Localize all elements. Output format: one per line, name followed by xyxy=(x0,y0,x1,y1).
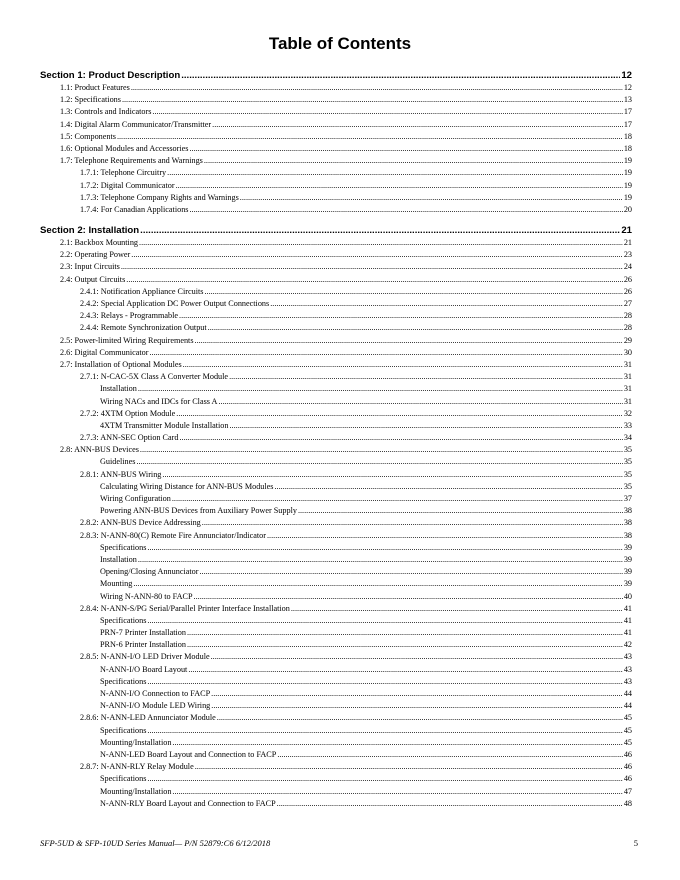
toc-entry-label: 1.4: Digital Alarm Communicator/Transmitter xyxy=(60,119,212,129)
toc-dot-leader xyxy=(179,432,622,444)
toc-dot-leader xyxy=(217,712,623,724)
toc-entry-label: 2.4.2: Special Application DC Power Output Connections xyxy=(80,299,270,308)
toc-entry[interactable] xyxy=(40,639,632,651)
toc-entry-label: 2.4: Output Circuits xyxy=(60,274,126,284)
toc-entry[interactable] xyxy=(40,432,632,444)
toc-entry-label: 2.2: Operating Power xyxy=(60,250,131,260)
toc-dot-leader xyxy=(199,566,622,578)
toc-entry-label: 2.3: Input Circuits xyxy=(60,262,120,272)
toc-entry-page: 40 xyxy=(623,591,632,601)
toc-dot-leader xyxy=(211,700,623,712)
toc-entry[interactable] xyxy=(40,119,632,131)
toc-entry-label: 2.7: Installation of Optional Modules xyxy=(60,359,182,369)
toc-entry[interactable] xyxy=(40,396,632,408)
toc-entry[interactable] xyxy=(40,359,632,371)
toc-entry-label: Guidelines xyxy=(100,457,136,467)
toc-dot-leader xyxy=(167,167,623,179)
footer-page-number: 5 xyxy=(633,838,638,848)
toc-entry-label: Mounting xyxy=(100,579,133,589)
toc-entry[interactable] xyxy=(40,237,632,249)
toc-entry[interactable] xyxy=(40,469,632,481)
toc-dot-leader xyxy=(181,69,620,82)
toc-entry-page: 33 xyxy=(623,420,632,430)
toc-entry-label: Wiring Configuration xyxy=(100,494,171,503)
toc-dot-leader xyxy=(172,786,622,798)
toc-entry-label: Installation xyxy=(100,554,137,564)
toc-entry-label: 1.3: Controls and Indicators xyxy=(60,107,152,117)
toc-dot-leader xyxy=(139,237,623,249)
toc-entry-page: 41 xyxy=(623,615,632,625)
toc-entry-page: 31 xyxy=(623,384,632,394)
toc-entry[interactable] xyxy=(40,688,632,700)
toc-entry[interactable] xyxy=(40,591,632,603)
toc-entry-page: 20 xyxy=(623,204,632,214)
toc-dot-leader xyxy=(187,639,623,651)
toc-entry-page: 44 xyxy=(623,701,632,711)
toc-entry-label: Mounting/Installation xyxy=(100,786,172,796)
toc-dot-leader xyxy=(117,131,623,143)
toc-entry-page: 17 xyxy=(623,107,632,117)
toc-entry-label: Opening/Closing Annunciator xyxy=(100,567,199,577)
toc-dot-leader xyxy=(176,408,623,420)
toc-entry-page: 27 xyxy=(623,299,632,308)
toc-entry[interactable] xyxy=(40,578,632,590)
toc-entry-page: 35 xyxy=(623,469,632,479)
toc-entry-label: Calculating Wiring Distance for ANN-BUS Modules xyxy=(100,481,274,491)
toc-dot-leader xyxy=(172,737,622,749)
toc-entry[interactable] xyxy=(40,106,632,118)
toc-dot-leader xyxy=(240,192,623,204)
toc-dot-leader xyxy=(172,493,623,505)
toc-entry-page: 43 xyxy=(623,664,632,674)
toc-entry-label: 2.8.2: ANN-BUS Device Addressing xyxy=(80,518,201,528)
toc-entry-label: N-ANN-I/O Connection to FACP xyxy=(100,689,211,698)
toc-entry-label: 1.2: Specifications xyxy=(60,95,121,105)
toc-entry[interactable] xyxy=(40,517,632,529)
toc-entry-page: 31 xyxy=(623,372,632,382)
toc-dot-leader xyxy=(121,261,623,273)
toc-dot-leader xyxy=(277,798,623,810)
toc-dot-leader xyxy=(230,420,623,432)
toc-entry[interactable] xyxy=(40,627,632,639)
toc-entry-page: 46 xyxy=(623,774,632,784)
toc-dot-leader xyxy=(176,180,623,192)
toc-entry-label: 2.6: Digital Communicator xyxy=(60,347,149,357)
toc-entry-page: 38 xyxy=(623,518,632,528)
toc-entry-page: 39 xyxy=(623,554,632,564)
toc-section-entry[interactable] xyxy=(40,69,632,82)
toc-entry-page: 43 xyxy=(623,676,632,686)
toc-entry[interactable] xyxy=(40,335,632,347)
toc-dot-leader xyxy=(147,725,622,737)
toc-entry-page: 13 xyxy=(623,95,632,105)
toc-dot-leader xyxy=(152,106,622,118)
toc-dot-leader xyxy=(131,82,623,94)
toc-entry-page: 44 xyxy=(623,689,632,698)
toc-entry-page: 19 xyxy=(623,168,632,178)
toc-dot-leader xyxy=(162,469,622,481)
toc-entry-label: Specifications xyxy=(100,615,147,625)
toc-entry-label: Specifications xyxy=(100,774,147,784)
toc-entry-page: 31 xyxy=(623,359,632,369)
toc-dot-leader xyxy=(274,481,622,493)
toc-entry-page: 23 xyxy=(623,250,632,260)
toc-entry-page: 35 xyxy=(623,445,632,455)
toc-entry[interactable] xyxy=(40,664,632,676)
toc-dot-leader xyxy=(195,761,623,773)
toc-dot-leader xyxy=(187,627,623,639)
toc-entry[interactable] xyxy=(40,798,632,810)
toc-entry-page: 43 xyxy=(623,652,632,662)
toc-entry-label: N-ANN-I/O Board Layout xyxy=(100,664,188,674)
toc-entry[interactable] xyxy=(40,347,632,359)
toc-entry[interactable] xyxy=(40,94,632,106)
toc-entry-label: 2.8.5: N-ANN-I/O LED Driver Module xyxy=(80,652,210,662)
toc-entry[interactable] xyxy=(40,786,632,798)
toc-dot-leader xyxy=(138,554,623,566)
toc-entry[interactable] xyxy=(40,603,632,615)
toc-entry-label: Specifications xyxy=(100,542,147,552)
toc-entry-page: 17 xyxy=(623,119,632,129)
toc-entry[interactable] xyxy=(40,676,632,688)
toc-entry[interactable] xyxy=(40,383,632,395)
toc-entry[interactable] xyxy=(40,761,632,773)
toc-entry[interactable] xyxy=(40,82,632,94)
toc-entry-page: 41 xyxy=(623,628,632,638)
toc-entry-label: Section 2: Installation xyxy=(40,225,140,237)
toc-dot-leader xyxy=(179,310,623,322)
toc-entry[interactable] xyxy=(40,737,632,749)
toc-dot-leader xyxy=(147,542,622,554)
toc-dot-leader xyxy=(140,444,623,456)
toc-entry-label: Powering ANN-BUS Devices from Auxiliary Power Supply xyxy=(100,506,297,516)
toc-entry-label: 2.4.3: Relays - Programmable xyxy=(80,311,179,321)
toc-entry-label: Specifications xyxy=(100,725,147,735)
toc-dot-leader xyxy=(211,688,623,700)
toc-dot-leader xyxy=(188,664,623,676)
toc-dot-leader xyxy=(126,274,623,286)
toc-entry[interactable] xyxy=(40,481,632,493)
toc-entry-label: 2.4.4: Remote Synchronization Output xyxy=(80,323,207,333)
toc-entry[interactable] xyxy=(40,261,632,273)
toc-entry-page: 39 xyxy=(623,542,632,552)
toc-entry-page: 32 xyxy=(623,408,632,418)
toc-entry-page: 34 xyxy=(623,433,632,443)
toc-entry-page: 47 xyxy=(623,786,632,796)
toc-dot-leader xyxy=(218,396,622,408)
toc-entry-page: 39 xyxy=(623,579,632,589)
toc-entry[interactable] xyxy=(40,180,632,192)
toc-entry-page: 28 xyxy=(623,323,632,333)
toc-entry-label: N-ANN-I/O Module LED Wiring xyxy=(100,701,211,711)
toc-dot-leader xyxy=(133,578,623,590)
toc-entry-label: Wiring NACs and IDCs for Class A xyxy=(100,396,218,406)
toc-entry[interactable] xyxy=(40,298,632,310)
toc-entry-page: 21 xyxy=(621,225,632,237)
toc-dot-leader xyxy=(140,224,620,237)
toc-entry-label: PRN-6 Printer Installation xyxy=(100,640,186,650)
toc-entry-page: 26 xyxy=(623,286,632,296)
toc-entry-label: 4XTM Transmitter Module Installation xyxy=(100,420,229,430)
toc-entry-page: 48 xyxy=(623,798,632,808)
toc-dot-leader xyxy=(212,119,623,131)
toc-entry-label: 1.6: Optional Modules and Accessories xyxy=(60,143,189,153)
toc-entry-page: 45 xyxy=(623,725,632,735)
toc-dot-leader xyxy=(211,651,623,663)
toc-entry-label: 1.7.4: For Canadian Applications xyxy=(80,204,189,214)
toc-entry-page: 12 xyxy=(623,83,632,92)
toc-entry-label: 1.7.2: Digital Communicator xyxy=(80,180,175,190)
toc-entry-label: PRN-7 Printer Installation xyxy=(100,628,186,638)
toc-entry[interactable] xyxy=(40,408,632,420)
toc-dot-leader xyxy=(291,603,623,615)
toc-list xyxy=(40,69,632,810)
toc-dot-leader xyxy=(189,204,622,216)
toc-entry-label: Wiring N-ANN-80 to FACP xyxy=(100,591,193,601)
toc-entry-label: 2.7.3: ANN-SEC Option Card xyxy=(80,433,179,443)
toc-entry-label: 2.8.4: N-ANN-S/PG Serial/Parallel Printer Interface Installation xyxy=(80,603,290,613)
toc-entry[interactable] xyxy=(40,530,632,542)
toc-dot-leader xyxy=(136,456,622,468)
toc-dot-leader xyxy=(122,94,623,106)
toc-entry[interactable] xyxy=(40,204,632,216)
toc-entry[interactable] xyxy=(40,322,632,334)
toc-entry-label: 1.5: Components xyxy=(60,131,116,141)
toc-entry-label: N-ANN-RLY Board Layout and Connection to FACP xyxy=(100,798,276,808)
toc-entry-page: 39 xyxy=(623,567,632,577)
page-title: Table of Contents xyxy=(268,34,412,53)
toc-entry-label: Mounting/Installation xyxy=(100,737,172,747)
toc-entry-label: 2.7.2: 4XTM Option Module xyxy=(80,408,176,418)
toc-entry[interactable] xyxy=(40,286,632,298)
toc-dot-leader xyxy=(195,335,623,347)
toc-entry[interactable] xyxy=(40,615,632,627)
toc-entry-page: 28 xyxy=(623,311,632,321)
toc-entry-label: Installation xyxy=(100,384,137,394)
toc-entry-page: 37 xyxy=(623,494,632,503)
toc-dot-leader xyxy=(149,347,622,359)
toc-entry-label: 2.8: ANN-BUS Devices xyxy=(60,445,139,455)
toc-entry-label: 2.4.1: Notification Appliance Circuits xyxy=(80,286,204,296)
toc-entry-label: 2.8.3: N-ANN-80(C) Remote Fire Annunciator/Indicator xyxy=(80,530,266,540)
toc-dot-leader xyxy=(131,249,623,261)
toc-entry-page: 29 xyxy=(623,335,632,345)
toc-entry[interactable] xyxy=(40,651,632,663)
toc-entry[interactable] xyxy=(40,444,632,456)
toc-entry-page: 24 xyxy=(623,262,632,272)
toc-entry-page: 45 xyxy=(623,737,632,747)
toc-entry-label: 1.7.3: Telephone Company Rights and Warnings xyxy=(80,192,239,202)
toc-entry[interactable] xyxy=(40,749,632,761)
toc-entry[interactable] xyxy=(40,542,632,554)
toc-dot-leader xyxy=(202,517,623,529)
toc-entry[interactable] xyxy=(40,700,632,712)
toc-entry[interactable] xyxy=(40,371,632,383)
toc-entry-page: 46 xyxy=(623,749,632,759)
toc-dot-leader xyxy=(298,505,623,517)
toc-entry-label: 2.1: Backbox Mounting xyxy=(60,238,139,248)
toc-entry-page: 18 xyxy=(623,143,632,153)
toc-entry-page: 12 xyxy=(621,70,632,81)
toc-entry-page: 18 xyxy=(623,131,632,141)
toc-entry[interactable] xyxy=(40,167,632,179)
toc-entry[interactable] xyxy=(40,155,632,167)
footer-manual-info: SFP-5UD & SFP-10UD Series Manual— P/N 52879:C6 6/12/2018 xyxy=(40,838,271,848)
toc-entry-page: 46 xyxy=(623,762,632,772)
toc-entry-page: 41 xyxy=(623,603,632,613)
toc-entry-label: 2.7.1: N-CAC-5X Class A Converter Module xyxy=(80,372,229,382)
toc-entry[interactable] xyxy=(40,274,632,286)
toc-entry[interactable] xyxy=(40,131,632,143)
toc-entry-label: 2.8.7: N-ANN-RLY Relay Module xyxy=(80,762,194,772)
toc-entry-page: 31 xyxy=(623,396,632,406)
toc-entry-label: N-ANN-LED Board Layout and Connection to FACP xyxy=(100,749,277,759)
toc-dot-leader xyxy=(270,298,623,310)
toc-dot-leader xyxy=(204,155,623,167)
toc-dot-leader xyxy=(183,359,623,371)
toc-entry-page: 42 xyxy=(623,640,632,650)
toc-entry-page: 45 xyxy=(623,713,632,723)
toc-entry-page: 35 xyxy=(623,457,632,467)
toc-entry-page: 19 xyxy=(623,156,632,166)
toc-dot-leader xyxy=(189,143,622,155)
toc-dot-leader xyxy=(147,773,622,785)
toc-entry[interactable] xyxy=(40,554,632,566)
toc-dot-leader xyxy=(277,749,623,761)
toc-entry-page: 35 xyxy=(623,481,632,491)
toc-dot-leader xyxy=(147,615,622,627)
toc-dot-leader xyxy=(204,286,622,298)
toc-dot-leader xyxy=(138,383,623,395)
toc-entry-page: 38 xyxy=(623,506,632,516)
toc-dot-leader xyxy=(194,591,623,603)
toc-entry[interactable] xyxy=(40,310,632,322)
toc-entry-label: 2.8.6: N-ANN-LED Annunciator Module xyxy=(80,713,216,723)
toc-entry[interactable] xyxy=(40,566,632,578)
toc-entry[interactable] xyxy=(40,192,632,204)
toc-section-entry[interactable] xyxy=(40,224,632,237)
toc-entry-label: 1.1: Product Features xyxy=(60,83,130,92)
toc-entry[interactable] xyxy=(40,712,632,724)
toc-dot-leader xyxy=(147,676,622,688)
toc-dot-leader xyxy=(208,322,623,334)
toc-dot-leader xyxy=(229,371,623,383)
toc-entry-label: 1.7.1: Telephone Circuitry xyxy=(80,168,167,178)
toc-entry[interactable] xyxy=(40,505,632,517)
toc-dot-leader xyxy=(267,530,623,542)
toc-entry-page: 21 xyxy=(623,238,632,248)
toc-entry-label: Section 1: Product Description xyxy=(40,70,181,81)
toc-entry[interactable] xyxy=(40,420,632,432)
toc-entry-page: 26 xyxy=(623,274,632,284)
toc-entry-page: 19 xyxy=(623,192,632,202)
toc-entry[interactable] xyxy=(40,456,632,468)
toc-entry-label: Specifications xyxy=(100,676,147,686)
toc-entry[interactable] xyxy=(40,725,632,737)
toc-entry-label: 2.5: Power-limited Wiring Requirements xyxy=(60,335,194,345)
toc-entry-page: 38 xyxy=(623,530,632,540)
toc-entry[interactable] xyxy=(40,143,632,155)
toc-entry[interactable] xyxy=(40,249,632,261)
toc-entry[interactable] xyxy=(40,773,632,785)
toc-entry-label: 1.7: Telephone Requirements and Warnings xyxy=(60,156,203,166)
toc-entry-page: 30 xyxy=(623,347,632,357)
toc-entry-page: 19 xyxy=(623,180,632,190)
toc-entry-label: 2.8.1: ANN-BUS Wiring xyxy=(80,469,162,479)
toc-entry[interactable] xyxy=(40,493,632,505)
